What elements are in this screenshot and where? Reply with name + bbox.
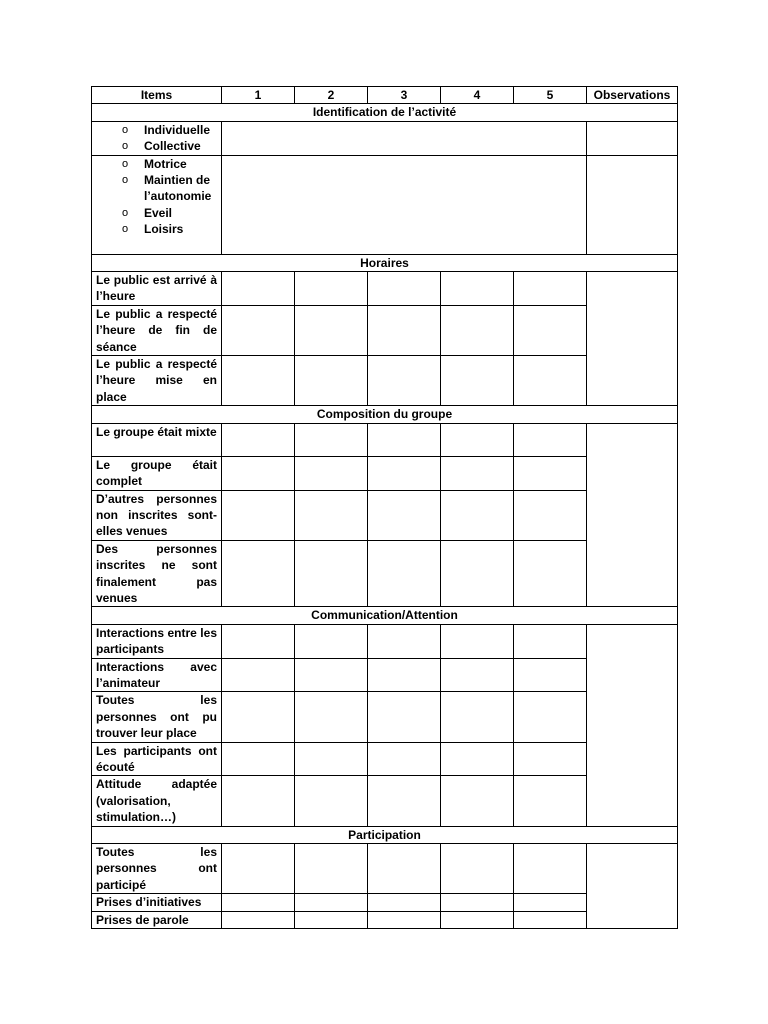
score-cell-3[interactable] bbox=[368, 844, 441, 894]
item-label: Attitude adaptée (valorisation, stimulation…) bbox=[92, 776, 222, 826]
score-cell-1[interactable] bbox=[222, 540, 295, 607]
table-row bbox=[92, 423, 678, 456]
score-cell-2[interactable] bbox=[295, 658, 368, 692]
score-cell-5[interactable] bbox=[514, 911, 587, 928]
score-cell-4[interactable] bbox=[441, 844, 514, 894]
score-cell-4[interactable] bbox=[441, 894, 514, 911]
list-item: o Eveil bbox=[96, 205, 217, 221]
score-cell-4[interactable] bbox=[441, 423, 514, 456]
section-row bbox=[92, 104, 678, 121]
bullet-icon: o bbox=[122, 123, 129, 136]
bullet-icon: o bbox=[122, 206, 129, 219]
header-score-2: 2 bbox=[295, 87, 368, 104]
table-row bbox=[92, 155, 678, 254]
score-cell-2[interactable] bbox=[295, 272, 368, 306]
item-label: Le groupe était mixte bbox=[92, 423, 222, 456]
header-score-5: 5 bbox=[514, 87, 587, 104]
section-row bbox=[92, 254, 678, 271]
score-cell-1[interactable] bbox=[222, 844, 295, 894]
observations-cell[interactable] bbox=[587, 423, 678, 607]
score-cell-5[interactable] bbox=[514, 490, 587, 540]
score-cell-5[interactable] bbox=[514, 540, 587, 607]
score-cell-5[interactable] bbox=[514, 894, 587, 911]
section-title-communication: Communication/Attention bbox=[92, 607, 678, 624]
score-cell-2[interactable] bbox=[295, 844, 368, 894]
score-cell-2[interactable] bbox=[295, 742, 368, 776]
score-cell-3[interactable] bbox=[368, 456, 441, 490]
score-cell-3[interactable] bbox=[368, 624, 441, 658]
item-label: Prises d’initiatives bbox=[92, 894, 222, 911]
score-cell-3[interactable] bbox=[368, 356, 441, 406]
score-cell-3[interactable] bbox=[368, 742, 441, 776]
score-cell-5[interactable] bbox=[514, 658, 587, 692]
item-label: Interactions avec l’animateur bbox=[92, 658, 222, 692]
table-row bbox=[92, 624, 678, 658]
score-cell-5[interactable] bbox=[514, 692, 587, 742]
header-score-1: 1 bbox=[222, 87, 295, 104]
list-item: o Motrice bbox=[96, 156, 217, 172]
bullet-icon: o bbox=[122, 140, 129, 153]
score-cell-1[interactable] bbox=[222, 776, 295, 826]
item-label: Les participants ont écouté bbox=[92, 742, 222, 776]
item-label: Toutes les personnes ont participé bbox=[92, 844, 222, 894]
header-row bbox=[92, 87, 678, 104]
table-row bbox=[92, 121, 678, 155]
item-label: Le public a respecté l’heure mise en place bbox=[92, 356, 222, 406]
score-cell-4[interactable] bbox=[441, 692, 514, 742]
score-cell-5[interactable] bbox=[514, 423, 587, 456]
score-cell-2[interactable] bbox=[295, 540, 368, 607]
bullet-icon: o bbox=[122, 157, 129, 170]
score-cell-3[interactable] bbox=[368, 692, 441, 742]
item-label: Toutes les personnes ont pu trouver leur place bbox=[92, 692, 222, 742]
item-label: Prises de parole bbox=[92, 911, 222, 928]
score-cell-1[interactable] bbox=[222, 305, 295, 355]
input-cell-merged[interactable] bbox=[222, 121, 587, 155]
score-cell-1[interactable] bbox=[222, 423, 295, 456]
score-cell-1[interactable] bbox=[222, 894, 295, 911]
activity-type-list bbox=[96, 122, 217, 155]
score-cell-5[interactable] bbox=[514, 456, 587, 490]
score-cell-3[interactable] bbox=[368, 490, 441, 540]
score-cell-4[interactable] bbox=[441, 624, 514, 658]
score-cell-3[interactable] bbox=[368, 305, 441, 355]
score-cell-5[interactable] bbox=[514, 356, 587, 406]
score-cell-1[interactable] bbox=[222, 692, 295, 742]
evaluation-table bbox=[91, 86, 678, 929]
table-row bbox=[92, 272, 678, 306]
score-cell-2[interactable] bbox=[295, 423, 368, 456]
list-item: o Individuelle bbox=[96, 122, 217, 138]
score-cell-1[interactable] bbox=[222, 272, 295, 306]
list-item: o Loisirs bbox=[96, 221, 217, 237]
score-cell-1[interactable] bbox=[222, 911, 295, 928]
score-cell-4[interactable] bbox=[441, 658, 514, 692]
score-cell-4[interactable] bbox=[441, 456, 514, 490]
score-cell-4[interactable] bbox=[441, 540, 514, 607]
score-cell-4[interactable] bbox=[441, 305, 514, 355]
score-cell-5[interactable] bbox=[514, 272, 587, 306]
observations-cell[interactable] bbox=[587, 155, 678, 254]
score-cell-5[interactable] bbox=[514, 624, 587, 658]
score-cell-1[interactable] bbox=[222, 624, 295, 658]
score-cell-2[interactable] bbox=[295, 305, 368, 355]
score-cell-2[interactable] bbox=[295, 894, 368, 911]
score-cell-1[interactable] bbox=[222, 356, 295, 406]
observations-cell[interactable] bbox=[587, 624, 678, 826]
score-cell-2[interactable] bbox=[295, 356, 368, 406]
score-cell-5[interactable] bbox=[514, 305, 587, 355]
item-label: Interactions entre les participants bbox=[92, 624, 222, 658]
score-cell-4[interactable] bbox=[441, 742, 514, 776]
score-cell-4[interactable] bbox=[441, 776, 514, 826]
observations-cell[interactable] bbox=[587, 272, 678, 406]
score-cell-4[interactable] bbox=[441, 356, 514, 406]
score-cell-3[interactable] bbox=[368, 776, 441, 826]
observations-cell[interactable] bbox=[587, 844, 678, 929]
bullet-icon: o bbox=[122, 174, 129, 187]
score-cell-5[interactable] bbox=[514, 776, 587, 826]
input-cell-merged[interactable] bbox=[222, 155, 587, 254]
score-cell-1[interactable] bbox=[222, 490, 295, 540]
section-title-composition: Composition du groupe bbox=[92, 406, 678, 423]
section-title-horaires: Horaires bbox=[92, 254, 678, 271]
item-label: Le public a respecté l’heure de fin de séance bbox=[92, 305, 222, 355]
list-item: o Collective bbox=[96, 138, 217, 154]
observations-cell[interactable] bbox=[587, 121, 678, 155]
section-title-participation: Participation bbox=[92, 826, 678, 843]
section-row bbox=[92, 406, 678, 423]
score-cell-3[interactable] bbox=[368, 658, 441, 692]
activity-type-cell bbox=[92, 121, 222, 155]
section-row bbox=[92, 607, 678, 624]
activity-domain-cell bbox=[92, 155, 222, 254]
score-cell-4[interactable] bbox=[441, 490, 514, 540]
table-row bbox=[92, 844, 678, 894]
score-cell-1[interactable] bbox=[222, 742, 295, 776]
score-cell-2[interactable] bbox=[295, 776, 368, 826]
header-observations: Observations bbox=[587, 87, 678, 104]
header-score-4: 4 bbox=[441, 87, 514, 104]
score-cell-1[interactable] bbox=[222, 456, 295, 490]
activity-domain-list bbox=[96, 156, 217, 238]
score-cell-1[interactable] bbox=[222, 658, 295, 692]
score-cell-5[interactable] bbox=[514, 742, 587, 776]
section-title-identification: Identification de l’activité bbox=[92, 104, 678, 121]
score-cell-5[interactable] bbox=[514, 844, 587, 894]
score-cell-2[interactable] bbox=[295, 911, 368, 928]
score-cell-3[interactable] bbox=[368, 540, 441, 607]
score-cell-3[interactable] bbox=[368, 911, 441, 928]
header-score-3: 3 bbox=[368, 87, 441, 104]
item-label: Des personnes inscrites ne sont finalement pas venues bbox=[92, 540, 222, 607]
score-cell-2[interactable] bbox=[295, 692, 368, 742]
header-items: Items bbox=[92, 87, 222, 104]
bullet-icon: o bbox=[122, 223, 129, 236]
list-item: o Maintien de l’autonomie bbox=[96, 172, 217, 205]
score-cell-3[interactable] bbox=[368, 894, 441, 911]
item-label: Le groupe était complet bbox=[92, 456, 222, 490]
score-cell-3[interactable] bbox=[368, 423, 441, 456]
score-cell-2[interactable] bbox=[295, 456, 368, 490]
item-label: Le public est arrivé à l’heure bbox=[92, 272, 222, 306]
section-row bbox=[92, 826, 678, 843]
score-cell-4[interactable] bbox=[441, 272, 514, 306]
score-cell-3[interactable] bbox=[368, 272, 441, 306]
item-label: D’autres personnes non inscrites sont-elles venues bbox=[92, 490, 222, 540]
score-cell-2[interactable] bbox=[295, 624, 368, 658]
score-cell-4[interactable] bbox=[441, 911, 514, 928]
score-cell-2[interactable] bbox=[295, 490, 368, 540]
